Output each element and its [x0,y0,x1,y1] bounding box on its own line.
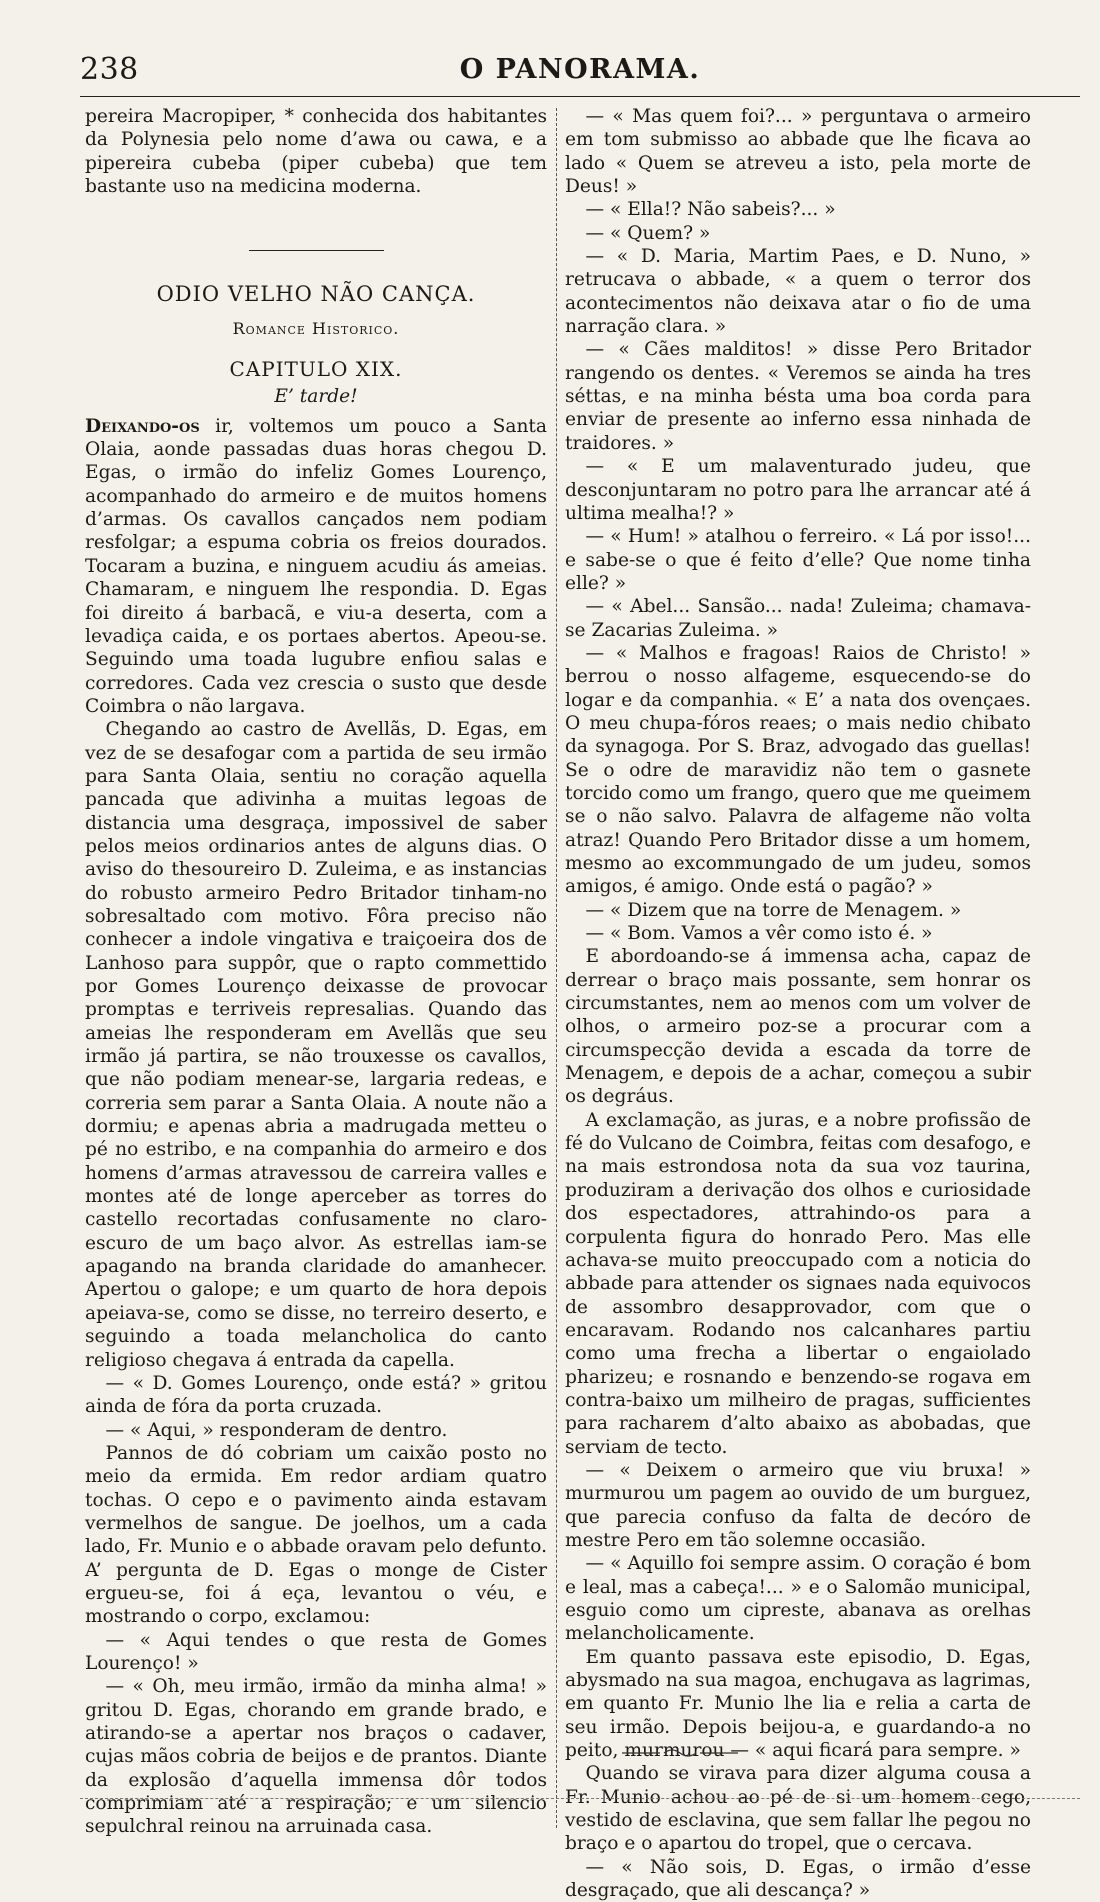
column-divider [556,108,557,1828]
body-paragraph [85,415,547,718]
body-paragraph: — « Dizem que na torre de Menagem. » [585,899,962,921]
page-number: 238 [80,52,139,87]
left-column [85,105,547,1839]
body-paragraph: — « Oh, meu irmão, irmão da minha alma! » gritou D. Egas, chorando em grande brado, e atirando-se a apertar nos braços o cadaver, cujas mãos cobria de beijos e de prantos. Diante da explosão d’aquella immensa dôr todos comprimiam até a respiração; e um silencio sepulchral reinou na arruinada casa. [85,1676,547,1838]
body-paragraph: — « D. Gomes Lourenço, onde está? » gritou ainda de fóra da porta cruzada. [85,1372,547,1418]
body-paragraph: — « D. Maria, Martim Paes, e D. Nuno, » retrucava o abbade, « a quem o terror dos acontecimentos não deixava atar o fio de uma narração clara. » [565,246,1031,338]
body-paragraph: — « Hum! » atalhou o ferreiro. « Lá por isso!... e sabe-se o que é feito d’elle? Que nome tinha elle? » [565,526,1031,594]
story-title: ODIO VELHO NÃO CANÇA. [156,282,476,307]
body-paragraph: Chegando ao castro de Avellãs, D. Egas, em vez de se desafogar com a partida de seu irmão para Santa Olaia, sentiu no coração aquella pancada que adivinha a muitas legoas de distancia uma desgraça, impossivel de saber pelos meios ordinarios antes de alguns dias. O aviso do thesoureiro D. Zuleima, e as instancias do robusto armeiro Pedro Britador tinham-no sobresaltado com motivo. Fôra preciso não conhecer a indole vingativa e traiçoeira dos de Lanhoso para suppôr, que o rapto commettido por Gomes Lourenço deixasse de provocar promptas e terriveis represalias. Quando das ameias lhe responderam em Avellãs que seu irmão já partira, se não trouxesse os cavallos, que não podiam menear-se, largaria redeas, e correria sem parar a Santa Olaia. A noute não a dormiu; e apenas abria a madrugada metteu o pé no estribo, e na companhia do armeiro e dos homens d’armas atravessou de carreira valles e montes até de longe aperceber as torres do castello recortadas confusamente no claro-escuro de um baço alvor. As estrellas iam-se apagando na branda claridade do amanhecer. Apertou o galope; e um quarto de hora depois apeiava-se, como se disse, no terreiro deserto, e seguindo a toada melancholica do canto religioso chegava á entrada da capella. [85,719,547,1371]
body-paragraph: — « Deixem o armeiro que viu bruxa! » murmurou um pagem ao ouvido de um burguez, que parecia confuso da falta de decóro de mestre Pero em tão solemne occasião. [565,1459,1031,1551]
body-paragraph: Pannos de dó cobriam um caixão posto no meio da ermida. Em redor ardiam quatro tochas. O cepo e o pavimento ainda estavam vermelhos de sangue. De joelhos, um a cada lado, Fr. Munio e o abbade oravam pelo defunto. A’ pergunta de D. Egas o monge de Cister ergueu-se, foi á eça, levantou o véu, e mostrando o corpo, exclamou: [85,1442,547,1628]
chapter-epigraph: E’ tarde! [274,386,358,408]
bottom-rule [80,1798,1080,1799]
section-divider [249,250,384,251]
running-title: O PANORAMA. [459,54,701,85]
body-paragraph: — « Aqui tendes o que resta de Gomes Lourenço! » [85,1629,547,1674]
body-paragraph: — « Quem? » [585,222,711,244]
body-paragraph: — « Não sois, D. Egas, o irmão d’esse desgraçado, que ali descança? » [565,1856,1031,1902]
body-paragraph: Quando se virava para dizer alguma cousa a Fr. Munio achou ao pé de si um homem cego, vestido de esclavina, que sem fallar lhe pegou no braço e o apartou do tropel, que o cercava. [565,1763,1031,1855]
story-subtitle: Romance Historico. [232,318,400,338]
opening-paragraph-text: ir, voltemos um pouco a Santa Olaia, aonde passadas duas horas chegou D. Egas, o irmão do infeliz Gomes Lourenço, acompanhado do armeiro e de muitos homens d’armas. Os cavallos cançados nem podiam resfolgar; a espuma cobria os freios dourados. Tocaram a buzina, e ninguem acudiu ás ameias. Chamaram, e ninguem lhe respondia. D. Egas foi direito á barbacã, e viu-a deserta, com a levadiça caida, e os portaes abertos. Apeou-se. Seguindo uma toada lugubre enfiou salas e corredores. Cada vez crescia o susto que desde Coimbra o não largava. [85,415,547,717]
body-paragraph: Em quanto passava este episodio, D. Egas, abysmado na sua magoa, enchugava as lagrimas, em quanto Fr. Munio lhe lia e relia a carta de seu irmão. Depois beijou-a, e guardando-a no peito, murmurou — « aqui ficará para sempre. » [565,1646,1031,1762]
end-flourish [620,1745,740,1759]
body-paragraph: — « Cães malditos! » disse Pero Britador rangendo os dentes. « Veremos se ainda ha tres séttas, e na minha bésta uma boa corda para enviar de presente ao inferno essa ninhada de traidores. » [565,339,1031,454]
body-paragraph: — « Abel... Sansão... nada! Zuleima; chamava-se Zacarias Zuleima. » [565,596,1031,641]
body-paragraph: A exclamação, as juras, e a nobre profissão de fé do Vulcano de Coimbra, feitas com desafogo, e na mais estrondosa nota da sua voz taurina, produziram a derivação dos olhos e curiosidade dos espectadores, attrahindo-os para a corpulenta figura do honrado Pero. Mas elle achava-se muito preoccupado com a noticia do abbade para attender os signaes nada equivocos de assombro desapprovador, com que o encaravam. Rodando nos calcanhares partiu como uma frecha a libertar o engaiolado pharizeu; e rosnando e benzendo-se rogava em contra-baixo um milheiro de pragas, sufficientes para racharem d’alto abaixo as abobadas, que serviam de tecto. [565,1109,1031,1458]
body-paragraph: — « Mas quem foi?... » perguntava o armeiro em tom submisso ao abbade que lhe ficava ao lado « Quem se atreveu a isto, pela morte de Deus! » [565,106,1031,198]
right-column [565,105,1031,1902]
body-paragraph: E abordoando-se á immensa acha, capaz de derrear o braço mais possante, sem honrar os circumstantes, nem ao menos com um volver de olhos, o armeiro poz-se a procurar com a circumspecção devida a escada da torre de Menagem, e depois de a achar, começou a subir os degráus. [565,946,1031,1108]
chapter-heading: CAPITULO XIX. [229,357,403,382]
page-header [80,52,1080,97]
opening-word: Deixando-os [85,415,200,437]
intro-paragraph: pereira Macropiper, * conhecida dos habitantes da Polynesia pelo nome d’awa ou cawa, e a pipereira cubeba (piper cubeba) que tem bastante uso na medicina moderna. [85,106,547,198]
body-paragraph: — « Ella!? Não sabeis?... » [585,199,836,221]
body-paragraph: — « Aquillo foi sempre assim. O coração é bom e leal, mas a cabeça!... » e o Salomão municipal, esguio como um cipreste, abanava as orelhas melancholicamente. [565,1553,1031,1645]
body-paragraph: — « Bom. Vamos a vêr como isto é. » [585,923,933,945]
body-paragraph: — « Malhos e fragoas! Raios de Christo! » berrou o nosso alfageme, esquecendo-se do logar e da companhia. « E’ a nata dos ovençaes. O meu chupa-fóros reaes; o mais nedio chibato da synagoga. Por S. Braz, advogado das guellas! Se o odre de maravidiz não tem o gasnete torcido como um frango, quero que me queimem se o não salvo. Palavra de alfageme não volta atraz! Quando Pero Britador disse a um homem, mesmo ao excommungado de um judeu, somos amigos, é amigo. Onde está o pagão? » [565,642,1031,898]
body-paragraph: — « E um malaventurado judeu, que desconjuntaram no potro para lhe arrancar até á ultima mealha!? » [565,456,1031,524]
body-paragraph: — « Aqui, » responderam de dentro. [105,1419,448,1441]
